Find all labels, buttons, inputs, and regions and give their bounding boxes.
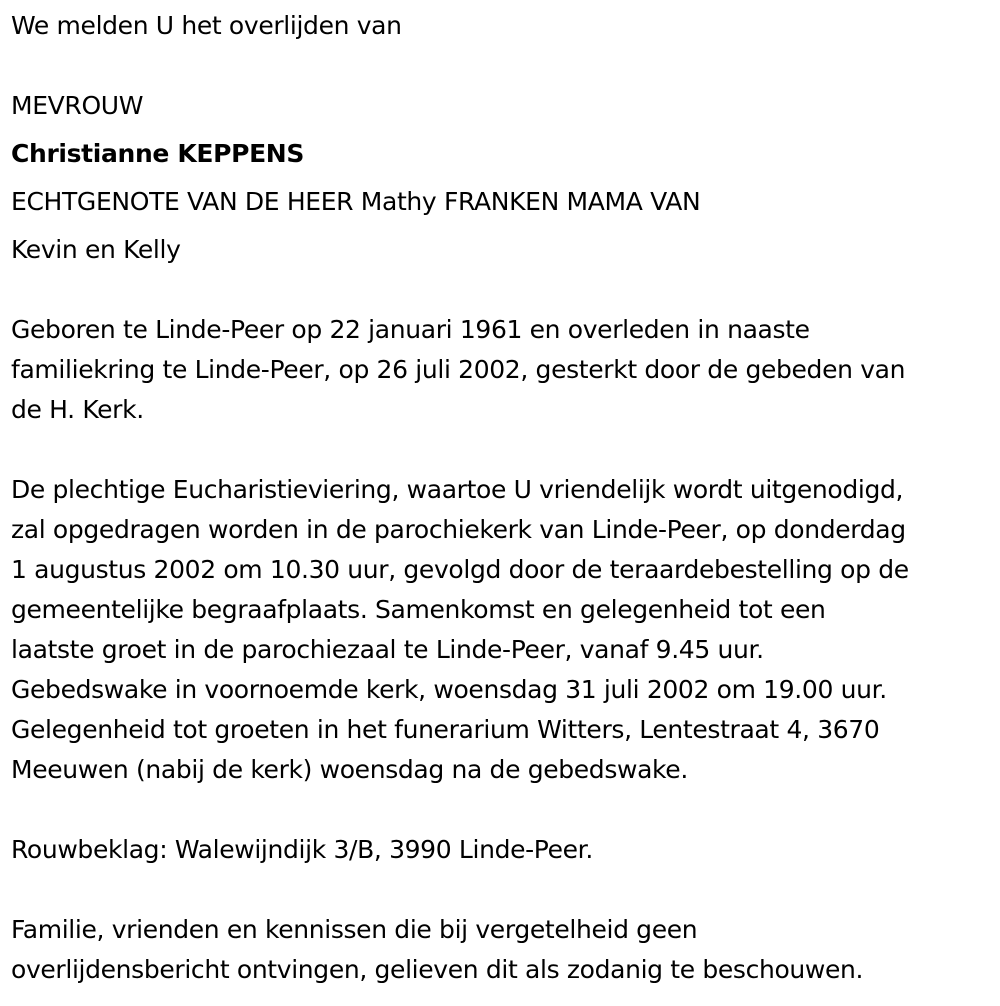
intro-text: We melden U het overlijden van — [11, 11, 402, 40]
paragraph-line: de H. Kerk. — [11, 395, 144, 424]
relation-line-2: Kevin en Kelly — [11, 235, 181, 264]
paragraph-line: gemeentelijke begraafplaats. Samenkomst en gelegenheid tot een — [11, 595, 826, 624]
paragraph-line: familiekring te Linde-Peer, op 26 juli 2002, gesterkt door de gebeden van — [11, 355, 906, 384]
paragraph-line: De plechtige Eucharistieviering, waartoe U vriendelijk wordt uitgenodigd, — [11, 475, 904, 504]
paragraph-line: Meeuwen (nabij de kerk) woensdag na de gebedswake. — [11, 755, 688, 784]
paragraph-line: Gebedswake in voornoemde kerk, woensdag 31 juli 2002 om 19.00 uur. — [11, 675, 887, 704]
paragraph-line: Geboren te Linde-Peer op 22 januari 1961 en overleden in naaste — [11, 315, 810, 344]
title-prefix: MEVROUW — [11, 91, 144, 120]
deceased-name: Christianne KEPPENS — [11, 139, 305, 168]
paragraph-line: Gelegenheid tot groeten in het funerarium Witters, Lentestraat 4, 3670 — [11, 715, 880, 744]
paragraph-line: overlijdensbericht ontvingen, gelieven dit als zodanig te beschouwen. — [11, 955, 864, 984]
paragraph-line: zal opgedragen worden in de parochiekerk van Linde-Peer, op donderdag — [11, 515, 906, 544]
condolence-address: Rouwbeklag: Walewijndijk 3/B, 3990 Linde-Peer. — [11, 835, 593, 864]
relation-line-1: ECHTGENOTE VAN DE HEER Mathy FRANKEN MAMA VAN — [11, 187, 701, 216]
paragraph-line: 1 augustus 2002 om 10.30 uur, gevolgd door de teraardebestelling op de — [11, 555, 909, 584]
paragraph-line: Familie, vrienden en kennissen die bij vergetelheid geen — [11, 915, 698, 944]
paragraph-line: laatste groet in de parochiezaal te Linde-Peer, vanaf 9.45 uur. — [11, 635, 764, 664]
